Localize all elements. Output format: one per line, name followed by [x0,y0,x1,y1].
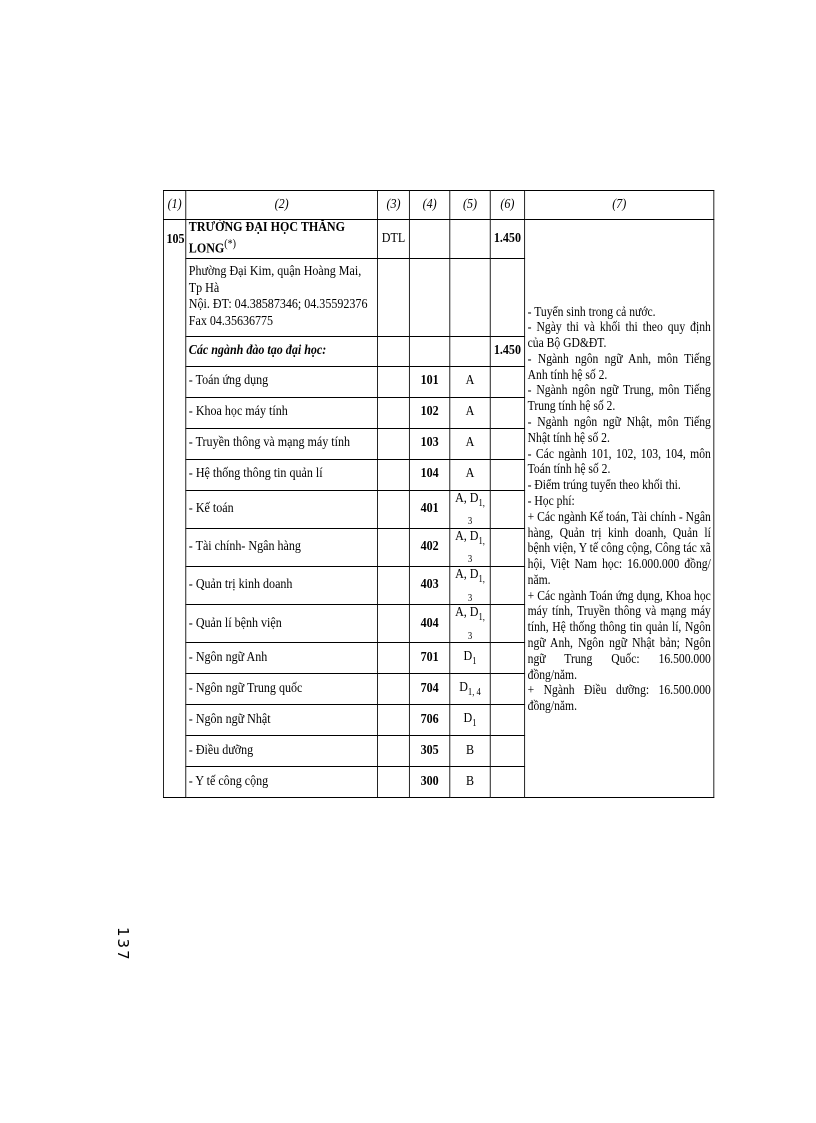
header-col-3: (3) [378,191,410,220]
major-group [450,490,490,528]
empty-cell [450,336,490,366]
major-code: 402 [409,528,449,566]
empty-cell [490,605,524,643]
header-row [163,191,713,220]
group-main: B [466,774,475,790]
header-col-1: (1) [163,191,185,220]
group-main: A, D [455,490,479,506]
major-name: - Quản trị kinh doanh [186,567,378,605]
major-code: 706 [409,705,449,736]
major-code: 103 [409,428,449,459]
empty-cell [378,336,410,366]
major-name: - Ngôn ngữ Trung quốc [186,674,378,705]
empty-cell [378,459,410,490]
header-col-4: (4) [409,191,449,220]
school-name: TRƯỜNG ĐẠI HỌC THĂNG LONG [188,220,345,257]
group-main: D [463,649,473,665]
group-main: A, D [455,605,479,621]
major-code: 701 [409,643,449,674]
group-main: B [466,743,475,759]
notes-cell [525,220,714,798]
empty-cell [378,605,410,643]
major-code: 101 [409,366,449,397]
group-main: A [465,466,475,482]
note-line: + Ngành Điều dưỡng: 16.500.000 đồng/năm. [527,682,711,714]
major-group [450,736,490,767]
empty-cell [378,428,410,459]
major-group [450,767,490,798]
empty-cell [450,258,490,336]
group-main: D [459,680,468,696]
empty-cell [490,490,524,528]
empty-cell [490,428,524,459]
empty-cell [490,705,524,736]
empty-cell [409,220,449,259]
empty-cell [490,674,524,705]
empty-cell [378,674,410,705]
note-line: - Tuyển sinh trong cả nước. [527,303,656,319]
major-group [450,605,490,643]
major-group [450,366,490,397]
note-line: - Ngành ngôn ngữ Anh, môn Tiếng Anh tính hệ số 2. [527,350,711,382]
major-group [450,528,490,566]
note-line: - Học phí: [527,492,575,508]
major-code: 104 [409,459,449,490]
major-code: 403 [409,567,449,605]
admissions-table [163,190,714,798]
empty-cell [490,366,524,397]
empty-cell [378,397,410,428]
group-main: A, D [455,528,479,544]
major-code: 704 [409,674,449,705]
group-subscript: 1, 3 [467,612,485,642]
empty-cell [490,643,524,674]
major-name: - Điều dưỡng [186,736,378,767]
empty-cell [378,528,410,566]
empty-cell [409,336,449,366]
major-group [450,674,490,705]
group-subscript: 1 [472,717,477,729]
school-row [163,220,713,259]
header-col-7: (7) [525,191,714,220]
school-name-mark: (*) [224,236,236,250]
empty-cell [378,258,410,336]
note-line: - Điểm trúng tuyển theo khối thi. [527,477,681,493]
major-code: 300 [409,767,449,798]
empty-cell [378,767,410,798]
school-code: DTL [378,220,410,259]
group-subscript: 1, 3 [467,573,485,604]
school-number: 105 [163,220,185,798]
major-name: - Toán ứng dụng [186,366,378,397]
empty-cell [490,397,524,428]
note-line: - Ngành ngôn ngữ Trung, môn Tiếng Trung tính hệ số 2. [527,382,711,414]
school-name-cell [186,220,378,259]
empty-cell [378,366,410,397]
major-code: 404 [409,605,449,643]
major-name: - Tài chính- Ngân hàng [186,528,378,566]
group-subscript: 1 [472,655,477,667]
empty-cell [490,767,524,798]
group-main: D [463,711,473,727]
major-group [450,459,490,490]
empty-cell [409,258,449,336]
school-address [186,258,378,336]
empty-cell [490,736,524,767]
empty-cell [490,459,524,490]
major-group [450,428,490,459]
note-line: + Các ngành Toán ứng dụng, Khoa học máy tính, Truyền thông và mạng máy tính, Hệ thống thông tin quản lí, Ngôn ngữ Anh, Ngôn ngữ Nhật bản; Ngôn ngữ Trung Quốc: 16.500.000 đồng/năm. [527,587,711,682]
group-main: A [465,404,475,420]
empty-cell [490,258,524,336]
group-main: A [465,435,475,451]
empty-cell [450,220,490,259]
group-subscript: 1, 3 [467,535,485,566]
section-title-cell [186,336,378,366]
major-name: - Ngôn ngữ Nhật [186,705,378,736]
major-name: - Y tế công cộng [186,767,378,798]
empty-cell [490,528,524,566]
empty-cell [378,705,410,736]
empty-cell [490,567,524,605]
major-name: - Hệ thống thông tin quản lí [186,459,378,490]
major-name: - Truyền thông và mạng máy tính [186,428,378,459]
empty-cell [378,567,410,605]
major-name: - Khoa học máy tính [186,397,378,428]
major-group [450,705,490,736]
empty-cell [378,490,410,528]
header-col-5: (5) [450,191,490,220]
note-line: + Các ngành Kế toán, Tài chính - Ngân hàng, Quản trị kinh doanh, Quản lí bệnh viện, Y tế công cộng, Công tác xã hội, Việt Nam học: 16.000.000 đồng/ năm. [527,508,711,587]
empty-cell [378,643,410,674]
major-code: 102 [409,397,449,428]
note-line: - Các ngành 101, 102, 103, 104, môn Toán tính hệ số 2. [527,445,711,477]
school-quota: 1.450 [490,220,524,259]
section-quota: 1.450 [490,336,524,366]
major-name: - Kế toán [186,490,378,528]
group-main: A [465,373,475,389]
section-title: Các ngành đào tạo đại học: [188,342,327,358]
major-group [450,567,490,605]
group-subscript: 1, 4 [467,686,481,698]
note-line: - Ngày thi và khối thi theo quy định của Bộ GD&ĐT. [527,319,711,351]
major-name: - Ngôn ngữ Anh [186,643,378,674]
page-number: 137 [114,927,132,962]
fax-line: Fax 04.35636775 [188,313,274,329]
address-line-1: Phường Đại Kim, quận Hoàng Mai, Tp Hà [188,264,362,296]
header-col-6: (6) [490,191,524,220]
group-main: A, D [455,567,479,583]
major-code: 305 [409,736,449,767]
major-group [450,643,490,674]
address-line-2: Nội. ĐT: 04.38587346; 04.35592376 [188,297,368,313]
header-col-2: (2) [186,191,378,220]
major-code: 401 [409,490,449,528]
major-group [450,397,490,428]
group-subscript: 1, 3 [467,497,485,528]
note-line: - Ngành ngôn ngữ Nhật, môn Tiếng Nhật tính hệ số 2. [527,414,711,445]
major-name: - Quản lí bệnh viện [186,605,378,643]
empty-cell [378,736,410,767]
